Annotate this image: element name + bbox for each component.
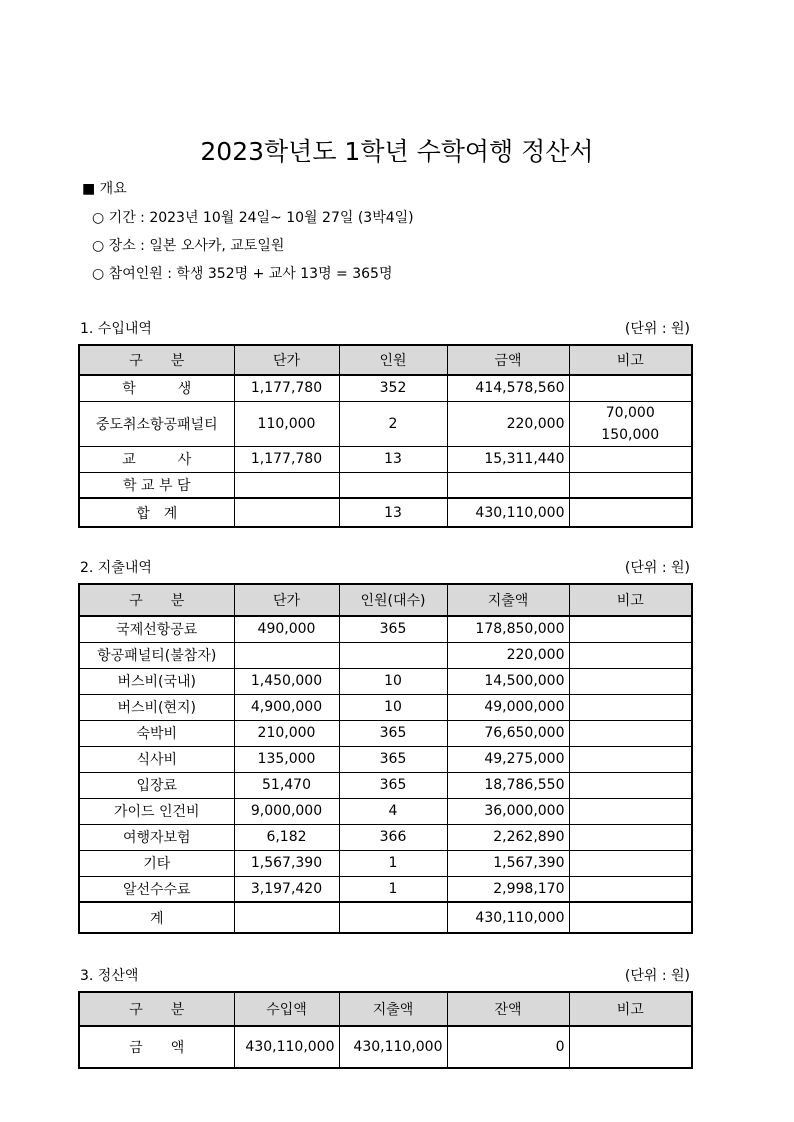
row-amount: 220,000 bbox=[447, 642, 569, 668]
expense-col-amount: 지출액 bbox=[447, 584, 569, 616]
row-count bbox=[339, 472, 447, 498]
expense-table bbox=[78, 583, 693, 934]
row-note bbox=[569, 720, 692, 746]
income-col-price: 단가 bbox=[234, 345, 339, 375]
settlement-col-income: 수입액 bbox=[234, 992, 339, 1026]
row-price: 135,000 bbox=[234, 746, 339, 772]
total-amount: 430,110,000 bbox=[447, 498, 569, 527]
row-count: 1 bbox=[339, 876, 447, 902]
row-price: 4,900,000 bbox=[234, 694, 339, 720]
row-category: 중도취소항공패널티 bbox=[79, 401, 234, 446]
table-row bbox=[79, 720, 692, 746]
total-count bbox=[339, 902, 447, 933]
row-note bbox=[569, 772, 692, 798]
settlement-row bbox=[79, 1026, 692, 1068]
income-col-category: 구 분 bbox=[79, 345, 234, 375]
row-price: 490,000 bbox=[234, 616, 339, 642]
row-note bbox=[569, 642, 692, 668]
settlement-col-balance: 잔액 bbox=[447, 992, 569, 1026]
row-note bbox=[569, 446, 692, 472]
row-amount: 15,311,440 bbox=[447, 446, 569, 472]
row-price: 3,197,420 bbox=[234, 876, 339, 902]
row-count: 366 bbox=[339, 824, 447, 850]
row-category: 가이드 인건비 bbox=[79, 798, 234, 824]
row-category: 알선수수료 bbox=[79, 876, 234, 902]
settlement-heading: 3. 정산액 bbox=[80, 968, 139, 984]
row-category: 숙박비 bbox=[79, 720, 234, 746]
table-row bbox=[79, 446, 692, 472]
settlement-col-expense: 지출액 bbox=[339, 992, 447, 1026]
row-price: 1,177,780 bbox=[234, 446, 339, 472]
row-note bbox=[569, 375, 692, 401]
table-row bbox=[79, 616, 692, 642]
expense-col-note: 비고 bbox=[569, 584, 692, 616]
row-price: 1,567,390 bbox=[234, 850, 339, 876]
row-note bbox=[569, 694, 692, 720]
row-count: 352 bbox=[339, 375, 447, 401]
row-count: 4 bbox=[339, 798, 447, 824]
row-note bbox=[569, 668, 692, 694]
settlement-note bbox=[569, 1026, 692, 1068]
page-title: 2023학년도 1학년 수학여행 정산서 bbox=[200, 137, 594, 166]
expense-unit: (단위 : 원) bbox=[624, 560, 690, 576]
settlement-header-row bbox=[79, 992, 692, 1026]
income-heading: 1. 수입내역 bbox=[80, 321, 152, 337]
row-amount: 414,578,560 bbox=[447, 375, 569, 401]
income-table bbox=[78, 344, 693, 528]
expense-col-category: 구 분 bbox=[79, 584, 234, 616]
income-unit: (단위 : 원) bbox=[624, 321, 690, 337]
table-row bbox=[79, 401, 692, 446]
table-row bbox=[79, 876, 692, 902]
row-note bbox=[569, 876, 692, 902]
row-amount bbox=[447, 472, 569, 498]
row-price: 1,450,000 bbox=[234, 668, 339, 694]
settlement-col-note: 비고 bbox=[569, 992, 692, 1026]
income-header-row bbox=[79, 345, 692, 375]
row-category: 항공패널티(불참자) bbox=[79, 642, 234, 668]
row-category: 기타 bbox=[79, 850, 234, 876]
table-row bbox=[79, 375, 692, 401]
expense-total-row bbox=[79, 902, 692, 933]
total-price bbox=[234, 902, 339, 933]
row-amount: 49,000,000 bbox=[447, 694, 569, 720]
row-category: 식사비 bbox=[79, 746, 234, 772]
settlement-unit: (단위 : 원) bbox=[624, 968, 690, 984]
total-price bbox=[234, 498, 339, 527]
settlement-table bbox=[78, 991, 693, 1069]
total-count: 13 bbox=[339, 498, 447, 527]
row-price: 6,182 bbox=[234, 824, 339, 850]
total-label: 계 bbox=[79, 902, 234, 933]
total-amount: 430,110,000 bbox=[447, 902, 569, 933]
row-note bbox=[569, 824, 692, 850]
table-row bbox=[79, 746, 692, 772]
table-row bbox=[79, 642, 692, 668]
row-count: 365 bbox=[339, 616, 447, 642]
row-note bbox=[569, 798, 692, 824]
row-amount: 178,850,000 bbox=[447, 616, 569, 642]
total-label: 합 계 bbox=[79, 498, 234, 527]
row-category: 학 교 부 담 bbox=[79, 472, 234, 498]
total-note bbox=[569, 498, 692, 527]
row-amount: 36,000,000 bbox=[447, 798, 569, 824]
settlement-col-category: 구 분 bbox=[79, 992, 234, 1026]
row-price bbox=[234, 472, 339, 498]
row-amount: 220,000 bbox=[447, 401, 569, 446]
expense-col-price: 단가 bbox=[234, 584, 339, 616]
row-count: 13 bbox=[339, 446, 447, 472]
row-category: 여행자보험 bbox=[79, 824, 234, 850]
row-note bbox=[569, 850, 692, 876]
settlement-expense: 430,110,000 bbox=[339, 1026, 447, 1068]
table-row bbox=[79, 694, 692, 720]
row-note bbox=[569, 401, 692, 446]
overview-period: ○ 기간 : 2023년 10월 24일~ 10월 27일 (3박4일) bbox=[92, 210, 414, 226]
row-price: 210,000 bbox=[234, 720, 339, 746]
row-count: 365 bbox=[339, 746, 447, 772]
row-count: 1 bbox=[339, 850, 447, 876]
expense-header-row bbox=[79, 584, 692, 616]
row-count: 365 bbox=[339, 720, 447, 746]
row-count: 10 bbox=[339, 668, 447, 694]
income-col-amount: 금액 bbox=[447, 345, 569, 375]
row-count: 365 bbox=[339, 772, 447, 798]
table-row bbox=[79, 798, 692, 824]
note-line-1: 70,000 bbox=[605, 404, 655, 421]
row-category: 교 사 bbox=[79, 446, 234, 472]
income-col-note: 비고 bbox=[569, 345, 692, 375]
table-row bbox=[79, 772, 692, 798]
table-row bbox=[79, 668, 692, 694]
row-count: 2 bbox=[339, 401, 447, 446]
table-row bbox=[79, 850, 692, 876]
expense-col-count: 인원(대수) bbox=[339, 584, 447, 616]
row-amount: 18,786,550 bbox=[447, 772, 569, 798]
row-category: 버스비(국내) bbox=[79, 668, 234, 694]
row-amount: 76,650,000 bbox=[447, 720, 569, 746]
row-note bbox=[569, 472, 692, 498]
income-total-row bbox=[79, 498, 692, 527]
total-note bbox=[569, 902, 692, 933]
expense-heading: 2. 지출내역 bbox=[80, 560, 152, 576]
note-line-2: 150,000 bbox=[601, 426, 660, 443]
row-category: 입장료 bbox=[79, 772, 234, 798]
row-amount: 49,275,000 bbox=[447, 746, 569, 772]
row-price: 1,177,780 bbox=[234, 375, 339, 401]
settlement-label: 금 액 bbox=[79, 1026, 234, 1068]
row-count: 10 bbox=[339, 694, 447, 720]
row-note bbox=[569, 616, 692, 642]
table-row bbox=[79, 824, 692, 850]
overview-heading: ■ 개요 bbox=[82, 181, 127, 197]
row-category: 학 생 bbox=[79, 375, 234, 401]
overview-participants: ○ 참여인원 : 학생 352명 + 교사 13명 = 365명 bbox=[92, 266, 393, 282]
row-price bbox=[234, 642, 339, 668]
settlement-balance: 0 bbox=[447, 1026, 569, 1068]
row-count bbox=[339, 642, 447, 668]
row-price: 110,000 bbox=[234, 401, 339, 446]
row-amount: 2,262,890 bbox=[447, 824, 569, 850]
settlement-income: 430,110,000 bbox=[234, 1026, 339, 1068]
row-amount: 14,500,000 bbox=[447, 668, 569, 694]
overview-location: ○ 장소 : 일본 오사카, 교토일원 bbox=[92, 238, 285, 254]
row-category: 버스비(현지) bbox=[79, 694, 234, 720]
row-category: 국제선항공료 bbox=[79, 616, 234, 642]
income-col-count: 인원 bbox=[339, 345, 447, 375]
row-amount: 2,998,170 bbox=[447, 876, 569, 902]
row-price: 51,470 bbox=[234, 772, 339, 798]
table-row bbox=[79, 472, 692, 498]
row-note bbox=[569, 746, 692, 772]
row-amount: 1,567,390 bbox=[447, 850, 569, 876]
row-price: 9,000,000 bbox=[234, 798, 339, 824]
